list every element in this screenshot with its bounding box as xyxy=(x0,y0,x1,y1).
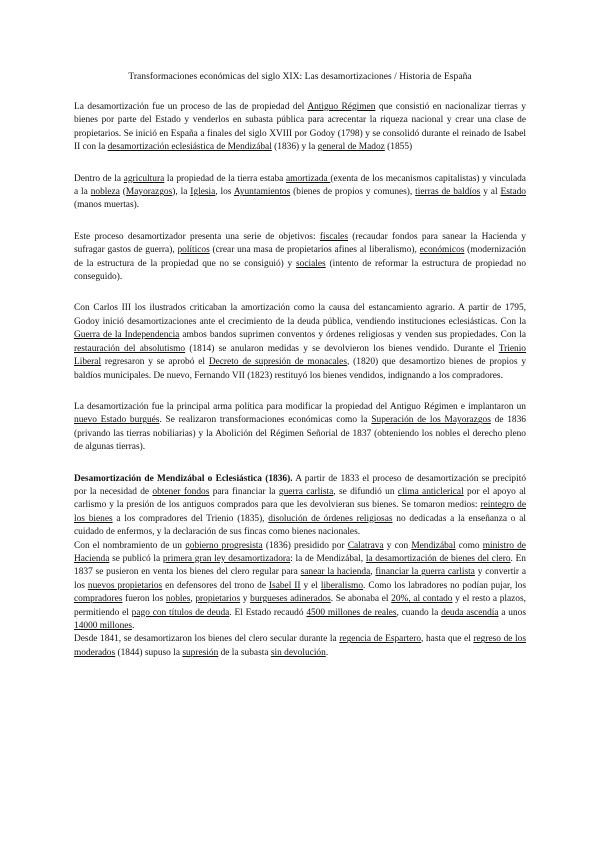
underlined-term: Superación de los Mayorazgos xyxy=(371,415,491,426)
text-run: . Como los labradores no podían pujar, los xyxy=(363,580,526,591)
underlined-term: primera gran ley desamortizadora xyxy=(162,553,291,564)
underlined-term: Estado xyxy=(500,187,526,198)
text-run: (1836) y la xyxy=(271,142,318,153)
underlined-term: 4500 millones de reales xyxy=(306,607,397,618)
text-run: , xyxy=(370,567,376,578)
text-run: (1836) presidido por xyxy=(262,540,348,551)
underlined-term: supresión xyxy=(182,647,219,658)
text-run: por el apoyo al carlismo y la presión de los antiguos comprados para que les devolvieran sus bienes. Se tomaron medios: xyxy=(74,486,526,511)
text-run: . xyxy=(132,621,135,631)
text-run: . Se abonaba el xyxy=(330,594,392,605)
underlined-term: regencia de Espartero xyxy=(339,634,422,645)
underlined-term: Decreto de supresión de monacales xyxy=(208,357,347,368)
text-run: . En 1837 se pusieron en venta los bienes del clero regular para xyxy=(74,553,526,578)
text-run: (recaudar fondos para sanear la Hacienda y sufragar gastos de guerra), xyxy=(74,231,526,256)
underlined-term: la desamortización de bienes del clero xyxy=(365,553,511,564)
underlined-term: compradores xyxy=(74,594,123,605)
underlined-term: Iglesia xyxy=(190,187,216,198)
text-run: para financiar la xyxy=(209,486,279,497)
underlined-term: nobles xyxy=(165,594,191,605)
underlined-term: Mayorazgos xyxy=(125,187,173,198)
underlined-term: disolución de órdenes religiosas xyxy=(268,513,393,524)
text-run: Desde 1841, se desamortizaron los bienes del clero secular durante la xyxy=(74,634,340,645)
underlined-term: nuevos propietarios xyxy=(87,580,163,591)
text-run: (crear una masa de propietarios afines al liberalismo), xyxy=(209,245,420,256)
underlined-term: 14000 millones xyxy=(74,621,133,631)
text-run: La desamortización fue la principal arma política para modificar la propiedad del Antiguo Régimen e implantaron un xyxy=(74,401,526,412)
text-run: y al xyxy=(480,187,501,198)
text-run: La desamortización fue un proceso de las de propiedad del xyxy=(74,102,308,112)
text-run: no dedicadas a la enseñanza o al cuidado de enfermos, y la declaración de sus fincas como bienes nacionales. xyxy=(74,513,526,538)
text-run: Con Carlos III los ilustrados criticaban la amortización como la causa del estancamiento agrario. A partir de 1795, Godoy inició desamortizaciones ante el crecimiento de la deuda pública, vendiendo instituciones eclesiásticas. Con la xyxy=(74,303,526,327)
underlined-term: sin devolución xyxy=(270,647,326,658)
paragraph-progressive-government xyxy=(74,540,526,634)
underlined-term: Mendizábal xyxy=(411,540,456,551)
text-run: . xyxy=(325,647,329,658)
underlined-term: Isabel II xyxy=(268,580,301,591)
underlined-term: financiar la guerra carlista xyxy=(375,567,475,578)
section-heading: Desamortización de Mendizábal o Eclesiástica (1836). xyxy=(74,473,293,484)
text-run: , se difundió un xyxy=(333,486,398,497)
text-run: como xyxy=(455,540,483,551)
text-run: (1814) se anularon medidas y se devolvieron los bienes vendido. Durante el xyxy=(185,343,499,354)
underlined-term: guerra carlista xyxy=(278,486,334,497)
paragraph-espartero xyxy=(74,633,526,660)
underlined-term: políticos xyxy=(177,245,210,256)
paragraph-amortization xyxy=(74,173,526,213)
text-run: ( xyxy=(119,187,126,198)
underlined-term: obtener fondos xyxy=(152,486,210,497)
underlined-term: nobleza xyxy=(90,187,120,198)
text-run: ambos bandos suprimen conventos y órdenes religiosas y venden sus propiedades. Con la xyxy=(179,330,526,341)
underlined-term: sociales xyxy=(296,258,326,269)
text-run: a los compradores del Trienio (1835), xyxy=(112,513,269,524)
text-run: (bienes de propios y comunes), xyxy=(290,187,416,198)
paragraph-carlos-iii xyxy=(74,302,526,382)
underlined-term: Trienio Liberal xyxy=(74,343,526,368)
underlined-term: gobierno progresista xyxy=(185,540,263,551)
text-run: y el xyxy=(300,580,321,591)
text-run: , xyxy=(190,594,196,605)
underlined-term: Ayuntamientos xyxy=(233,187,291,198)
text-run: , (1820) que desamortizo bienes de propios y baldíos municipales. De nuevo, Fernando VII (1823) restituyó los bienes vendidos, indignando a los compradores. xyxy=(74,357,527,381)
underlined-term: restauración del absolutismo xyxy=(74,343,186,354)
paragraph-mendizabal xyxy=(74,473,526,540)
text-run: y con xyxy=(383,540,412,551)
underlined-term: ministro de Hacienda xyxy=(74,540,526,564)
text-run: (manos muertas). xyxy=(74,200,140,211)
underlined-term: pago con títulos de deuda xyxy=(131,607,230,618)
underlined-term: propietarios xyxy=(195,594,241,605)
underlined-term: deuda ascendía xyxy=(441,607,499,618)
text-run: A partir de 1833 el proceso de desamortización se precipitó por la necesidad de xyxy=(74,473,527,497)
underlined-term: burgueses adinerados xyxy=(250,594,331,605)
text-run: Con el nombramiento de un xyxy=(74,540,186,551)
text-run: de 1836 (privando las tierras nobiliarias) y la Abolición del Régimen Señorial de 1837 (obteniendo los nobles el derecho pleno de algunas tierras). xyxy=(74,415,526,453)
text-run: de la subasta xyxy=(218,647,271,658)
text-run: a unos xyxy=(498,607,526,618)
text-run: , hasta que el xyxy=(421,634,474,645)
underlined-term: clima anticlerical xyxy=(397,486,464,497)
underlined-term: Calatrava xyxy=(347,540,384,551)
text-run: (1844) supuso la xyxy=(115,647,183,658)
underlined-term: tierras de baldíos xyxy=(415,187,481,198)
text-run: . El Estado recaudó xyxy=(229,607,307,618)
text-run: (intento de reformar la estructura de propiedad no conseguido). xyxy=(74,258,527,283)
paragraph-objectives xyxy=(74,231,526,285)
page-title: Transformaciones económicas del siglo XIX: Las desamortizaciones / Historia de España xyxy=(128,71,472,82)
text-run: fueron los xyxy=(122,594,166,605)
text-run: que consistió en nacionalizar tierras y bienes por parte del Estado y venderlos en subasta pública para acrecentar la riqueza nacional y crear una clase de propietarios. Se inició en España a finales del siglo XVIII por Godoy (1798) y se consolidó durante el reinado de Isabel II con la xyxy=(74,102,526,153)
text-run: , los xyxy=(215,187,234,198)
text-run: ), la xyxy=(172,187,191,198)
underlined-term: Guerra de la Independencia xyxy=(74,330,180,341)
text-run: se publicó la xyxy=(109,553,163,564)
text-run: , cuando la xyxy=(396,607,442,618)
text-run: Este proceso desamortizador presenta una serie de objetivos: xyxy=(74,231,320,242)
document-page xyxy=(74,70,526,678)
underlined-term: fiscales xyxy=(319,231,348,242)
underlined-term: reintegro de los bienes xyxy=(74,500,527,524)
text-run: (modernización de la estructura de la propiedad que no se consiguió) y xyxy=(74,245,526,269)
text-run: (1855) xyxy=(384,142,413,153)
underlined-term: nuevo Estado burgués xyxy=(74,415,160,426)
underlined-term: amortizada xyxy=(286,173,331,184)
underlined-term: 20%, al contado xyxy=(391,594,453,605)
underlined-term: sanear la hacienda xyxy=(300,567,371,578)
text-run: Dentro de la xyxy=(74,173,124,184)
text-run: en defensores del trono de xyxy=(162,580,269,591)
underlined-term: desamortización eclesiástica de Mendizábal xyxy=(107,142,272,153)
underlined-term: regreso de los moderados xyxy=(74,634,526,658)
text-run: regresaron y se aprobó el xyxy=(101,357,209,368)
underlined-term: agricultura xyxy=(123,173,165,184)
text-run: y convertir a los xyxy=(74,567,527,591)
text-run: la propiedad de la tierra estaba xyxy=(164,173,287,184)
underlined-term: económicos xyxy=(419,245,465,256)
text-run: : la de Mendizábal, xyxy=(290,553,366,564)
text-run: y xyxy=(240,594,251,605)
underlined-term: Antiguo Régimen xyxy=(307,102,376,112)
paragraph-intro xyxy=(74,101,526,155)
text-run: y el resto a plazos, permitiendo el xyxy=(74,594,526,618)
underlined-term: liberalismo xyxy=(320,580,364,591)
text-run: (exenta de los mecanismos capitalistas) y vinculada a la xyxy=(74,173,526,198)
paragraph-political-weapon xyxy=(74,401,526,455)
text-run: . Se realizaron transformaciones económicas como la xyxy=(159,415,372,426)
underlined-term: general de Madoz xyxy=(317,142,385,153)
